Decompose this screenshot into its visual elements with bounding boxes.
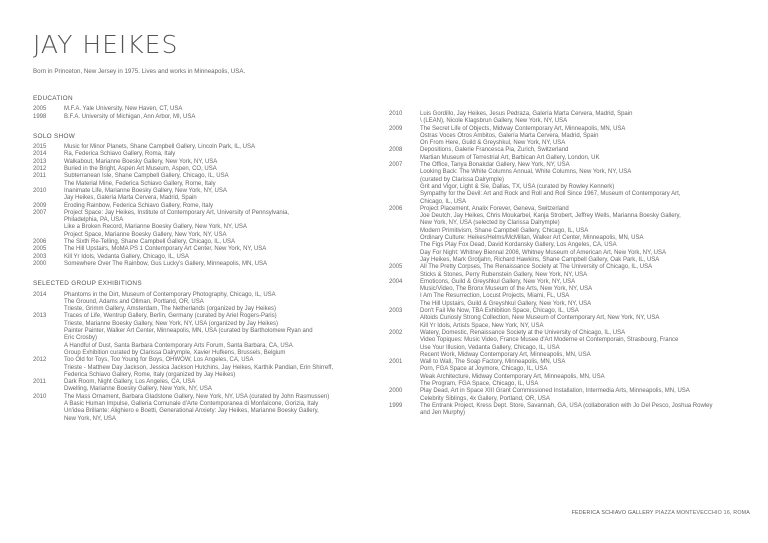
cv-entry bbox=[33, 144, 378, 151]
entry-lines bbox=[420, 403, 749, 418]
entry-year: 2007 bbox=[33, 209, 47, 216]
entry-year: 2003 bbox=[33, 253, 47, 260]
cv-entry bbox=[389, 403, 749, 418]
artist-name-title: JAY HEIKES bbox=[33, 30, 179, 59]
entry-line: Trieste, Grimm Gallery, Amsterdam, The Netherlands (organized by Jay Heikes) bbox=[64, 306, 276, 313]
entry-line: Emoticons, Guild & Greyshkul Gallery, New York, NY, USA bbox=[420, 278, 576, 285]
cv-entry bbox=[389, 126, 749, 148]
entry-lines bbox=[420, 126, 749, 148]
cv-entry bbox=[389, 388, 749, 403]
cv-entry bbox=[33, 239, 378, 246]
entry-lines bbox=[64, 379, 378, 394]
entry-year: 2013 bbox=[33, 313, 47, 320]
cv-entry bbox=[33, 379, 378, 394]
entry-line: New York, NY, USA bbox=[64, 415, 116, 422]
entry-year: 2001 bbox=[389, 359, 403, 366]
entry-line: Walkabout, Marianne Boesky Gallery, New York, NY, USA bbox=[64, 158, 218, 165]
cv-entry bbox=[33, 106, 378, 113]
cv-entry bbox=[33, 203, 378, 210]
entry-year: 2014 bbox=[33, 291, 47, 298]
entry-line: \ (LEAN), Nicole Klagsbrun Gallery, New York, NY, USA bbox=[420, 118, 568, 125]
entry-line: Federica Schiavo Gallery, Rome, Italy (organized by Jay Heikes) bbox=[64, 371, 236, 378]
entry-lines bbox=[64, 313, 378, 357]
entry-lines bbox=[64, 166, 378, 173]
entry-line: The Office, Tanya Bonakdar Gallery, New York, NY, USA bbox=[420, 162, 570, 169]
right-column bbox=[389, 111, 749, 417]
entry-line: Trieste, Marianne Boesky Gallery, New York, NY, USA (organized by Jay Heikes) bbox=[64, 320, 278, 327]
entry-line: A Handful of Dust, Santa Barbara Contemporary Arts Forum, Santa Barbara, CA, USA bbox=[64, 342, 293, 349]
cv-entry bbox=[389, 330, 749, 359]
entry-line: The Material Mine, Federica Schiavo Gallery, Rome, Italy bbox=[64, 180, 216, 187]
entry-line: Kill Yr Idols, Artists Space, New York, NY, USA bbox=[420, 322, 544, 329]
entry-lines bbox=[420, 111, 749, 126]
entry-line: Martian Museum of Terrestrial Art, Barbican Art Gallery, London, UK bbox=[420, 154, 600, 161]
entry-line: Ra, Federica Schiavo Gallery, Roma, Italy bbox=[64, 151, 176, 158]
entry-line: Group Exhibition curated by Clarissa Dalrymple, Xavier Hufkens, Brussels, Belgium bbox=[64, 349, 286, 356]
entry-year: 2011 bbox=[33, 173, 46, 180]
entry-line: Dark Room, Night Gallery, Los Angeles, CA, USA bbox=[64, 379, 196, 386]
entry-line: Music for Minor Planets, Shane Campbell Gallery, Lincoln Park, IL, USA bbox=[64, 144, 255, 151]
cv-entry bbox=[33, 159, 378, 166]
cv-entry bbox=[33, 151, 378, 158]
cv-entry bbox=[389, 279, 749, 308]
entry-lines bbox=[420, 264, 749, 279]
entry-line: Un'idea Brillante: Alighiero e Boetti, Generational Anxiety: Jay Heikes, Marianne Boesky Gallery, bbox=[64, 408, 319, 415]
entry-year: 2000 bbox=[389, 388, 403, 395]
entry-lines bbox=[64, 239, 378, 246]
section-heading: EDUCATION bbox=[33, 95, 73, 102]
entry-line: Play Dead, Art in Space XIII Grant Commissioned Installation, Intermedia Arts, Minneapolis, MN, USA bbox=[420, 388, 690, 395]
entry-lines bbox=[420, 162, 749, 206]
cv-entry bbox=[389, 206, 749, 264]
entry-year: 2010 bbox=[389, 111, 403, 117]
entry-line: The Ground, Adams and Ollman, Portland, OR, USA bbox=[64, 298, 204, 305]
entry-year: 2002 bbox=[389, 329, 403, 336]
entry-line: Project Placement, Analix Forever, Geneva, Switzerland bbox=[420, 205, 569, 212]
entry-line: Dwelling, Marianne Boesky Gallery, New York, NY, USA bbox=[64, 386, 212, 393]
entry-line: Project Space: Jay Heikes, Institute of Contemporary Art, University of Pennsylvania, bbox=[64, 209, 290, 216]
cv-entry bbox=[389, 359, 749, 388]
entry-line: Chicago, IL, USA bbox=[420, 198, 467, 205]
cv-entry bbox=[33, 166, 378, 173]
entry-lines bbox=[64, 159, 378, 166]
entry-line: Too Old for Toys, Too Young for Boys, OHWOW, Los Angeles, CA, USA bbox=[64, 357, 254, 364]
entry-line: Looking Back: The White Columns Annual, White Columns, New York, NY, USA bbox=[420, 169, 632, 176]
entry-year: 2012 bbox=[33, 166, 47, 173]
entry-year: 2006 bbox=[389, 205, 403, 212]
cv-entry bbox=[33, 254, 378, 261]
cv-entry bbox=[33, 114, 378, 121]
cv-entry bbox=[33, 261, 378, 268]
entry-lines bbox=[420, 308, 749, 330]
footer-address: PIAZZA MONTEVECCHIO 16, ROMA bbox=[655, 510, 750, 516]
entry-lines bbox=[420, 359, 749, 388]
entry-year: 2004 bbox=[389, 278, 403, 285]
entry-line: Subterranean Isle, Shane Campbell Gallery, Chicago, IL, USA bbox=[64, 173, 229, 180]
entry-line: Jay Heikes, Mark Grotjahn, Richard Hawkins, Shane Campbell Gallery, Oak Park, IL, USA bbox=[420, 256, 660, 263]
entry-line: A Basic Human Impulse, Galleria Comunale d'Arte Contemporanea di Monfalcone, Gorizia, Italy bbox=[64, 400, 319, 407]
entry-line: Watery, Domestic, Renaissance Society at the University of Chicago, IL, USA bbox=[420, 329, 626, 336]
entry-line: Porn, FGA Space at Joymore, Chicago, IL, USA bbox=[420, 366, 548, 373]
entry-line: Ostras Voces Otros Ambitos, Galería Marta Cervera, Madrid, Spain bbox=[420, 132, 599, 139]
entry-line: The Program, FGA Space, Chicago, IL, USA bbox=[420, 380, 539, 387]
entry-lines bbox=[64, 254, 378, 261]
entry-line: Buried in the Bright, Aspen Art Museum, Aspen, CO, USA bbox=[64, 166, 217, 173]
entry-line: Day For Night: Whitney Biennal 2006, Whitney Museum of American Art, New York, NY, USA bbox=[420, 249, 666, 256]
cv-section bbox=[33, 95, 378, 121]
entry-lines bbox=[64, 357, 378, 379]
entry-line: Altoids Curiosly Strong Collection, New Museum of Contemporary Art, New York, NY, USA bbox=[420, 315, 660, 322]
entry-lines bbox=[64, 203, 378, 210]
entry-line: Use Your Illusion, Vedanta Gallery, Chicago, IL, USA bbox=[420, 344, 560, 351]
entry-year: 2010 bbox=[33, 187, 47, 194]
entry-line: Like a Broken Record, Marianne Boesky Gallery, New York, NY, USA bbox=[64, 224, 247, 231]
cv-entry bbox=[33, 292, 378, 314]
entry-lines bbox=[64, 210, 378, 239]
entry-line: Traces of Life, Wentrup Gallery, Berlin, Germany (curated by Ariel Rogers-Paris) bbox=[64, 313, 277, 320]
entry-lines bbox=[64, 292, 378, 314]
entry-lines bbox=[420, 147, 749, 162]
entry-line: Phantoms in the Dirt, Museum of Contemporary Photography, Chicago, IL, USA bbox=[64, 291, 276, 298]
section-heading: SELECTED GROUP EXHIBITIONS bbox=[33, 280, 142, 288]
entry-lines bbox=[420, 330, 749, 359]
entry-year: 2011 bbox=[33, 379, 46, 386]
entry-line: Don't Fail Me Now, TBA Exhibition Space, Chicago, IL, USA bbox=[420, 308, 579, 315]
entry-line: and Jen Murphy) bbox=[420, 410, 466, 417]
cv-entry bbox=[389, 147, 749, 162]
entry-line: Weak Architecture, Midway Contemporary Art, Minneapolis, MN, USA bbox=[420, 373, 605, 380]
entry-lines bbox=[64, 394, 378, 423]
entry-line: The Hill Upstairs, Guild & Greyshkul Gallery, New York, NY, USA bbox=[420, 300, 592, 307]
entry-line: Eric Crosby) bbox=[64, 335, 98, 342]
cv-entry bbox=[33, 394, 378, 423]
entry-line: Luis Gordillo, Jay Heikes, Jesus Pedraza, Galería Marta Cervera, Madrid, Spain bbox=[420, 111, 633, 117]
entry-line: B.F.A. University of Michigan, Ann Arbor, MI, USA bbox=[64, 113, 196, 120]
entry-line: Philadelphia, PA, USA bbox=[64, 217, 124, 224]
cv-entry bbox=[33, 357, 378, 379]
cv-entry bbox=[389, 162, 749, 206]
entry-line: Joe Deutch, Jay Heikes, Chris Moukarbel, Kanja Strobert, Jeffrey Wells, Marianna Boesky Gallery, bbox=[420, 213, 681, 220]
entry-line: Inanimate Life, Marianne Boesky Gallery, New York, NY, USA bbox=[64, 187, 227, 194]
entry-line: Grit and Vigor, Light & Sie, Dallas, TX, USA (curated by Rowley Kennerk) bbox=[420, 183, 615, 190]
entry-lines bbox=[64, 261, 378, 268]
cv-entry bbox=[33, 173, 378, 188]
entry-line: The Sixth Re-Telling, Shane Campbell Gallery, Chicago, IL, USA bbox=[64, 239, 235, 246]
entry-line: Painter Painter, Walker Art Center, Minneapolis, MN, USA (curated by Bartholomew Ryan and bbox=[64, 328, 313, 335]
entry-line: Music/Video, The Bronx Museum of the Arts, New York, NY, USA bbox=[420, 286, 593, 293]
entry-line: M.F.A. Yale University, New Haven, CT, USA bbox=[64, 106, 183, 113]
entry-year: 2008 bbox=[389, 147, 403, 154]
entry-line: The Entrank Project, Kress Dept. Store, Savannah, GA, USA (collaboration with Jo Del Pesco, Joshua Rowley bbox=[420, 402, 713, 409]
entry-line: Modern Primitivism, Shane Campbell Gallery, Chicago, IL, USA bbox=[420, 227, 589, 234]
entry-line: Video Topiques: Music Video, France Musee d'Art Moderne et Contemporain, Strasbourg, France bbox=[420, 337, 679, 344]
cv-entry bbox=[33, 313, 378, 357]
entry-lines bbox=[64, 114, 378, 121]
entry-lines bbox=[420, 206, 749, 264]
artist-bio: Born in Princeton, New Jersey in 1975. Lives and works in Minneapolis, USA. bbox=[33, 68, 246, 75]
cv-entry bbox=[33, 246, 378, 253]
entry-line: The Secret Life of Objects, Midway Contemporary Art, Minneapolis, MN, USA bbox=[420, 125, 626, 132]
entry-year: 2009 bbox=[33, 202, 47, 209]
cv-entry bbox=[389, 308, 749, 330]
entry-lines bbox=[64, 188, 378, 203]
entry-year: 2015 bbox=[33, 144, 47, 151]
entry-lines bbox=[64, 173, 378, 188]
entry-lines bbox=[420, 388, 749, 403]
entry-line: Trieste - Matthew Day Jackson, Jessica Jackson Hutchins, Jay Heikes, Karthik Pandian, Erin Shirreff, bbox=[64, 364, 334, 371]
entry-line: Wall to Wall, The Soap Factory, Minneapolis, MN, USA bbox=[420, 359, 566, 366]
entry-year: 2009 bbox=[389, 125, 403, 132]
cv-entry bbox=[389, 111, 749, 126]
entry-line: Celebrity Siblings, 4x Gallery, Portland, OR, USA bbox=[420, 395, 550, 402]
entry-year: 2006 bbox=[33, 239, 47, 246]
entry-line: The Mass Ornament, Barbara Gladstone Gallery, New York, NY, USA (curated by John Rasmussen) bbox=[64, 393, 330, 400]
entry-lines bbox=[64, 106, 378, 113]
entry-line: New York, NY, USA (selected by Clarissa Dalrymple) bbox=[420, 220, 560, 227]
entry-line: Sticks & Stones, Perry Rubenstein Gallery, New York, NY, USA bbox=[420, 271, 588, 278]
entry-year: 2007 bbox=[389, 162, 403, 169]
entry-line: Sympathy for the Devil: Art and Rock and Roll and Roll Since 1967, Museum of Contemporary Art, bbox=[420, 191, 681, 198]
section-heading: SOLO SHOW bbox=[33, 132, 76, 140]
entry-line: Kill Yr Idols, Vedanta Gallery, Chicago, IL, USA bbox=[64, 253, 189, 260]
entry-year: 1999 bbox=[389, 402, 403, 409]
entry-line: Depositions, Galerie Francesca Pia, Zurich, Switzerland bbox=[420, 147, 569, 154]
entry-line: (curated by Clarissa Dalrymple) bbox=[420, 176, 505, 183]
cv-section bbox=[33, 133, 378, 268]
entry-line: Somewhere Over The Rainbow, Gus Lucky's Gallery, Minneapolis, MN, USA bbox=[64, 260, 268, 267]
entry-line: Jay Heikes, Galería Marta Cervera, Madrid, Spain bbox=[64, 195, 197, 202]
entry-line: Eroding Rainbow, Federica Schiavo Gallery, Rome, Italy bbox=[64, 202, 213, 209]
cv-entry bbox=[33, 188, 378, 203]
entry-line: Recent Work, Midway Contemporary Art, Minneapolis, MN, USA bbox=[420, 351, 591, 358]
entry-line: I Am The Resurrection, Locust Projects, Miami, FL, USA bbox=[420, 293, 570, 300]
entry-line: All The Pretty Corpses, The Renaissance Society at The University of Chicago, IL, USA bbox=[420, 264, 653, 271]
entry-year: 2000 bbox=[33, 260, 47, 267]
gallery-footer bbox=[572, 510, 750, 516]
entry-line: Ordinary Culture: Heikes/Helms/McMillan, Walker Art Center, Minneapolis, MN, USA bbox=[420, 235, 644, 242]
entry-year: 2005 bbox=[389, 264, 403, 271]
left-column bbox=[33, 95, 378, 435]
entry-line: Project Space, Marianne Boesky Gallery, New York, NY, USA bbox=[64, 231, 227, 238]
entry-line: The Hill Upstairs, MoMA PS 1 Contemporary Art Center, New York, NY, USA bbox=[64, 246, 267, 253]
entry-year: 2003 bbox=[389, 308, 403, 315]
entry-lines bbox=[420, 279, 749, 308]
entry-year: 2014 bbox=[33, 151, 47, 158]
entry-lines bbox=[64, 144, 378, 151]
entry-lines bbox=[64, 151, 378, 158]
footer-gallery-name: FEDERICA SCHIAVO GALLERY bbox=[571, 510, 654, 516]
cv-entry bbox=[389, 264, 749, 279]
entry-year: 2010 bbox=[33, 393, 47, 400]
entry-line: The Figs Play Fox Dead, David Kordansky Gallery, Los Angeles, CA, USA bbox=[420, 242, 617, 249]
entry-year: 1998 bbox=[33, 113, 47, 120]
entry-year: 2013 bbox=[33, 158, 47, 165]
entry-year: 2005 bbox=[33, 246, 47, 253]
entry-line: On From Here, Guild & Greyshkul, New York, NY, USA bbox=[420, 140, 566, 147]
entry-lines bbox=[64, 246, 378, 253]
cv-entry bbox=[33, 210, 378, 239]
entry-year: 2012 bbox=[33, 357, 47, 364]
cv-section bbox=[33, 280, 378, 423]
entry-year: 2005 bbox=[33, 106, 47, 113]
